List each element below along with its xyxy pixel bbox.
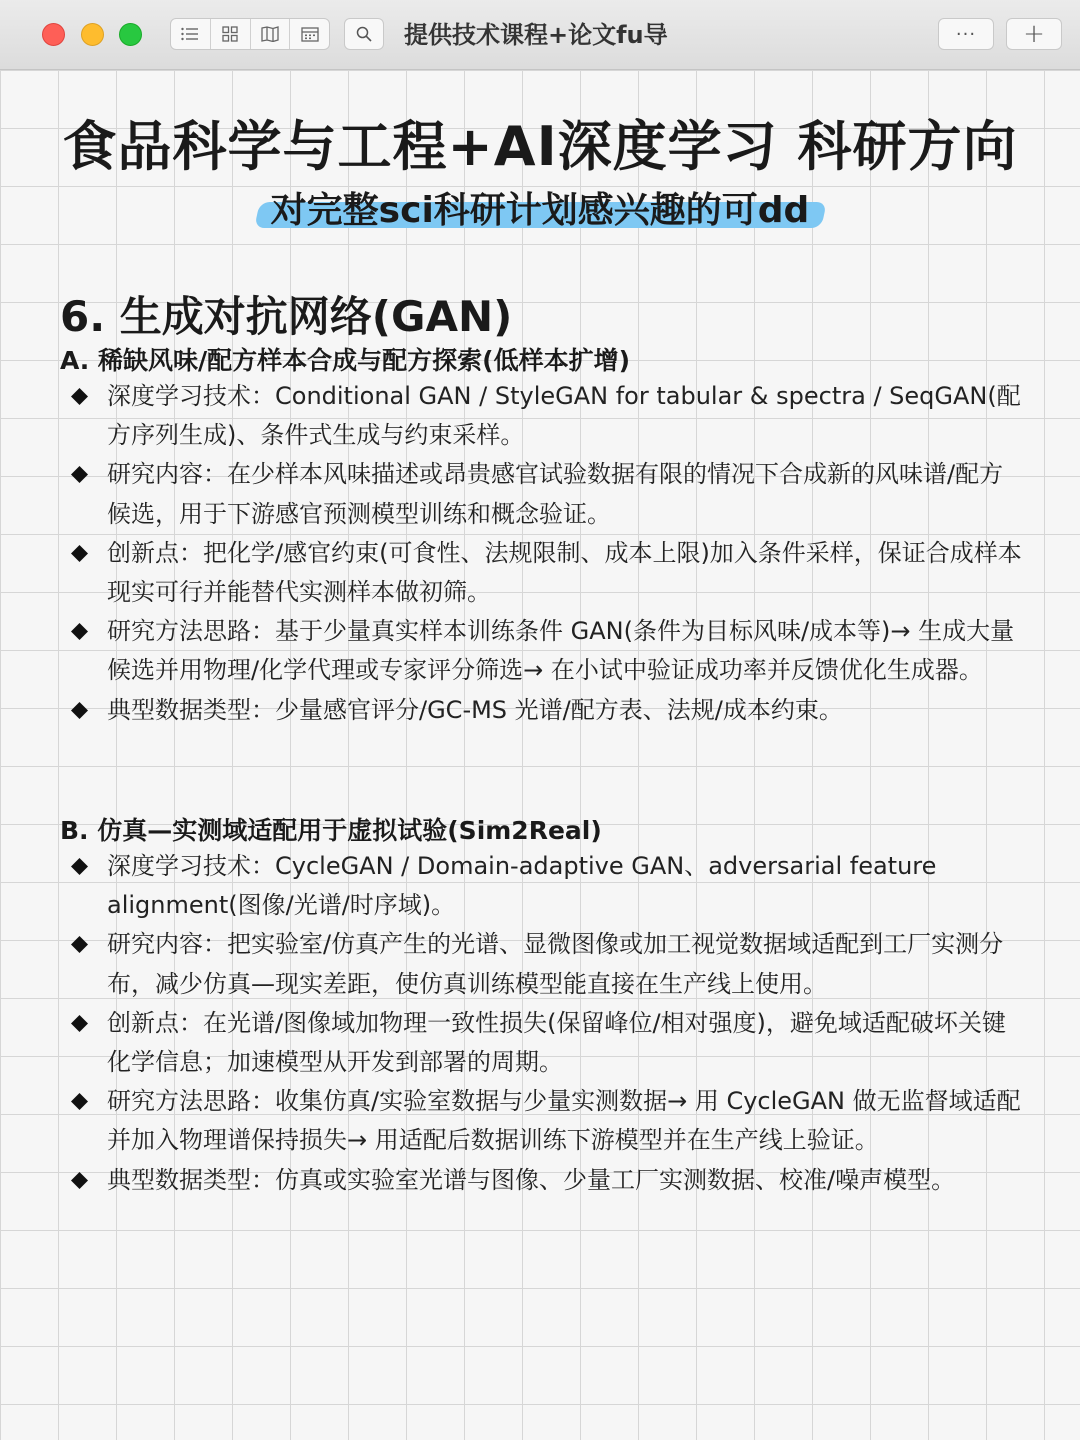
list-item-text: 研究内容：把实验室/仿真产生的光谱、显微图像或加工视觉数据域适配到工厂实测分布，减少仿真—现实差距，使仿真训练模型能直接在生产线上使用。: [107, 930, 1004, 998]
book-icon: [261, 26, 279, 42]
list-item-text: 典型数据类型：少量感官评分/GC-MS 光谱/配方表、法规/成本约束。: [107, 695, 843, 724]
list-view-button[interactable]: [171, 19, 211, 49]
subsection-b-heading: B. 仿真—实测域适配用于虚拟试验(Sim2Real): [60, 816, 602, 845]
list-item-text: 创新点：把化学/感官约束(可食性、法规限制、成本上限)加入条件采样，保证合成样本现实可行并能替代实测样本做初筛。: [107, 538, 1022, 607]
search-icon: [356, 26, 372, 42]
list-item-text: 典型数据类型：仿真或实验室光谱与图像、少量工厂实测数据、校准/噪声模型。: [107, 1165, 956, 1194]
minimize-window-button[interactable]: [81, 23, 104, 46]
list-item: [66, 1004, 1026, 1082]
diamond-bullet-icon: [71, 1093, 88, 1110]
new-note-button[interactable]: +: [1006, 18, 1062, 50]
list-item: [66, 847, 1026, 925]
diamond-bullet-icon: [71, 623, 88, 640]
calendar-icon: [301, 26, 319, 42]
window-titlebar: [0, 0, 1080, 70]
view-mode-segmented-control: [170, 18, 330, 50]
subsection-a-heading: A. 稀缺风味/配方样本合成与配方探索(低样本扩增): [60, 346, 630, 375]
list-icon: [181, 27, 199, 41]
list-item-text: 深度学习技术：CycleGAN / Domain-adaptive GAN、adversarial feature alignment(图像/光谱/时序域)。: [107, 852, 937, 920]
diamond-bullet-icon: [71, 1172, 88, 1189]
list-item: [66, 691, 1026, 730]
diamond-bullet-icon: [71, 466, 88, 483]
search-button[interactable]: [344, 18, 384, 50]
subsection-a-list: [66, 377, 1026, 730]
diamond-bullet-icon: [71, 388, 88, 405]
page-subtitle: 对完整sci科研计划感兴趣的可dd: [261, 182, 820, 233]
list-item-text: 创新点：在光谱/图像域加物理一致性损失(保留峰位/相对强度)，避免域适配破坏关键化学信息；加速模型从开发到部署的周期。: [107, 1008, 1006, 1077]
diamond-bullet-icon: [71, 858, 88, 875]
list-item: [66, 925, 1026, 1003]
section-title: 6. 生成对抗网络(GAN): [60, 292, 513, 341]
page-title: 食品科学与工程+AI深度学习 科研方向: [62, 115, 1018, 178]
subtitle-banner: [0, 182, 1080, 233]
diamond-bullet-icon: [71, 702, 88, 719]
grid-view-button[interactable]: [211, 19, 251, 49]
more-options-button[interactable]: ···: [938, 18, 994, 50]
list-item-text: 深度学习技术：Conditional GAN / StyleGAN for tabular & spectra / SeqGAN(配方序列生成)、条件式生成与约束采样。: [107, 382, 1021, 450]
list-item-text: 研究内容：在少样本风味描述或昂贵感官试验数据有限的情况下合成新的风味谱/配方候选，用于下游感官预测模型训练和概念验证。: [107, 460, 1004, 528]
diamond-bullet-icon: [71, 1015, 88, 1032]
diamond-bullet-icon: [71, 545, 88, 562]
grid-icon: [222, 26, 238, 42]
zoom-window-button[interactable]: [119, 23, 142, 46]
subsection-b-list: [66, 847, 1026, 1200]
list-item: [66, 534, 1026, 612]
calendar-view-button[interactable]: [290, 19, 329, 49]
diamond-bullet-icon: [71, 936, 88, 953]
close-window-button[interactable]: [42, 23, 65, 46]
list-item: [66, 377, 1026, 455]
list-item: [66, 455, 1026, 533]
window-title: 提供技术课程+论文fu导: [404, 21, 668, 49]
list-item-text: 研究方法思路：收集仿真/实验室数据与少量实测数据→ 用 CycleGAN 做无监督域适配并加入物理谱保持损失→ 用适配后数据训练下游模型并在生产线上验证。: [107, 1087, 1021, 1155]
list-item-text: 研究方法思路：基于少量真实样本训练条件 GAN(条件为目标风味/成本等)→ 生成大量候选并用物理/化学代理或专家评分筛选→ 在小试中验证成功率并反馈优化生成器。: [107, 617, 1015, 685]
list-item: [66, 612, 1026, 690]
list-item: [66, 1161, 1026, 1200]
list-item: [66, 1082, 1026, 1160]
book-view-button[interactable]: [251, 19, 291, 49]
